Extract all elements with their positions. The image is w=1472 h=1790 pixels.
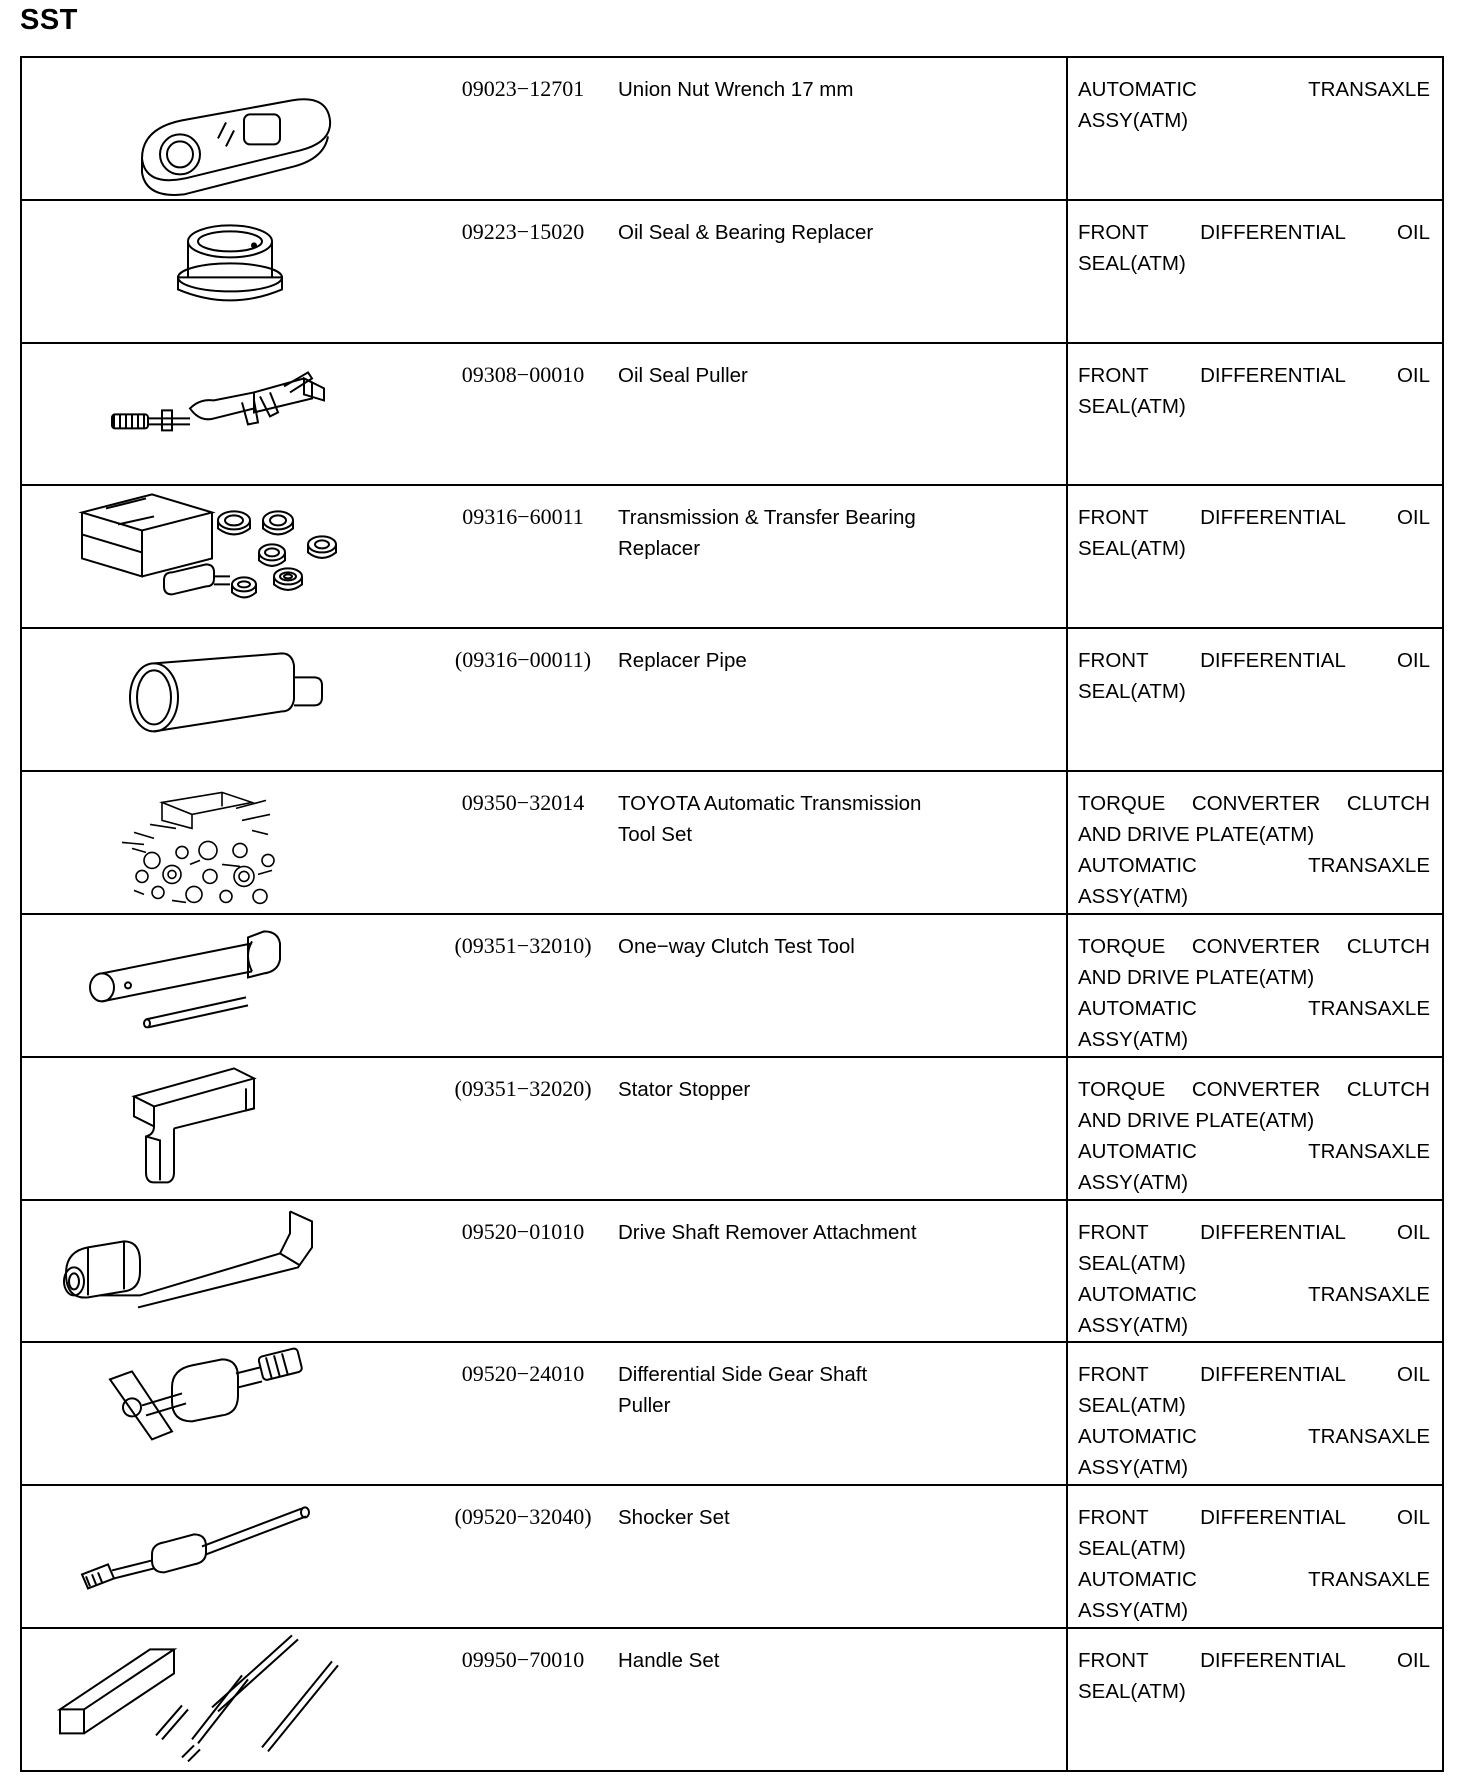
usage-line: AUTOMATIC TRANSAXLE: [1078, 1568, 1430, 1592]
handle-set-illustration: [22, 1629, 438, 1770]
usage-line: TORQUE CONVERTER CLUTCH: [1078, 934, 1430, 958]
part-number: 09223−15020: [461, 218, 585, 244]
usage-line: FRONT DIFFERENTIAL OIL: [1078, 649, 1430, 673]
usage-line: AUTOMATIC TRANSAXLE: [1078, 1139, 1430, 1163]
tool-name-cell: [608, 915, 1066, 1056]
part-number: 09350−32014: [461, 790, 585, 816]
page-title: SST: [20, 4, 78, 36]
tool-name: Differential Side Gear Shaft Puller: [618, 1363, 868, 1418]
sst-row: [22, 344, 1442, 487]
usage-line: SEAL(ATM): [1078, 1394, 1186, 1418]
sst-row: [22, 915, 1442, 1058]
tool-image-cell: [22, 915, 438, 1056]
sst-row: [22, 201, 1442, 344]
usage-description: [1066, 1343, 1442, 1484]
usage-line: SEAL(ATM): [1078, 1537, 1186, 1561]
usage-description: [1066, 772, 1442, 913]
usage-line: SEAL(ATM): [1078, 1680, 1186, 1704]
usage-line: AUTOMATIC TRANSAXLE: [1078, 78, 1430, 101]
usage-line: AUTOMATIC TRANSAXLE: [1078, 996, 1430, 1020]
usage-line: FRONT DIFFERENTIAL OIL: [1078, 506, 1430, 530]
tool-name-cell: [608, 201, 1066, 342]
tool-image-cell: [22, 201, 438, 342]
usage-line: ASSY(ATM): [1078, 885, 1189, 909]
part-number: (09520−32040): [454, 1504, 592, 1530]
usage-description: [1066, 201, 1442, 342]
usage-line: FRONT DIFFERENTIAL OIL: [1078, 220, 1430, 244]
tool-name: Union Nut Wrench 17 mm: [618, 78, 854, 101]
tool-name-cell: [608, 486, 1066, 627]
usage-line: FRONT DIFFERENTIAL OIL: [1078, 1649, 1430, 1673]
usage-line: SEAL(ATM): [1078, 1251, 1186, 1275]
usage-description: [1066, 1486, 1442, 1627]
tool-image-cell: [22, 344, 438, 485]
usage-line: SEAL(ATM): [1078, 537, 1186, 561]
tool-name-cell: [608, 1343, 1066, 1484]
usage-line: FRONT DIFFERENTIAL OIL: [1078, 1506, 1430, 1530]
usage-line: SEAL(ATM): [1078, 680, 1186, 704]
sst-row: [22, 1343, 1442, 1486]
tool-image-cell: [22, 772, 438, 913]
tool-image-cell: [22, 58, 438, 199]
drive-shaft-remover-illustration: [22, 1201, 438, 1342]
usage-line: AUTOMATIC TRANSAXLE: [1078, 1282, 1430, 1306]
clutch-test-tool-illustration: [22, 915, 438, 1056]
usage-description: [1066, 1058, 1442, 1199]
tool-name-cell: [608, 629, 1066, 770]
tool-image-cell: [22, 1058, 438, 1199]
usage-line: AUTOMATIC TRANSAXLE: [1078, 1425, 1430, 1449]
sst-row: [22, 486, 1442, 629]
usage-line: FRONT DIFFERENTIAL OIL: [1078, 1363, 1430, 1387]
usage-line: ASSY(ATM): [1078, 109, 1189, 132]
usage-line: AND DRIVE PLATE(ATM): [1078, 1108, 1315, 1132]
usage-line: SEAL(ATM): [1078, 251, 1186, 275]
tool-name: Oil Seal & Bearing Replacer: [618, 220, 874, 244]
usage-description: [1066, 58, 1442, 199]
shocker-set-illustration: [22, 1486, 438, 1627]
sst-table: [20, 56, 1444, 1772]
tool-name-cell: [608, 1629, 1066, 1770]
sst-row: [22, 58, 1442, 201]
part-number: 09023−12701: [461, 76, 585, 101]
tool-name-cell: [608, 1486, 1066, 1627]
tool-name: One−way Clutch Test Tool: [618, 934, 855, 958]
usage-line: ASSY(ATM): [1078, 1599, 1189, 1623]
usage-line: AUTOMATIC TRANSAXLE: [1078, 854, 1430, 878]
tool-name: Replacer Pipe: [618, 649, 747, 673]
stator-stopper-illustration: [22, 1058, 438, 1199]
usage-description: [1066, 915, 1442, 1056]
oil-seal-puller-illustration: [22, 344, 438, 485]
part-number: 09308−00010: [461, 361, 585, 387]
usage-line: ASSY(ATM): [1078, 1170, 1189, 1194]
tool-image-cell: [22, 1486, 438, 1627]
bearing-replacer-set-illustration: [22, 486, 438, 627]
oil-seal-replacer-illustration: [22, 201, 438, 342]
part-number: (09351−32020): [454, 1075, 592, 1101]
tool-name: Stator Stopper: [618, 1077, 751, 1101]
replacer-pipe-illustration: [22, 629, 438, 770]
tool-name: Shocker Set: [618, 1506, 730, 1530]
usage-line: FRONT DIFFERENTIAL OIL: [1078, 363, 1430, 387]
usage-description: [1066, 629, 1442, 770]
tool-image-cell: [22, 629, 438, 770]
part-number: (09351−32010): [454, 932, 592, 958]
usage-line: ASSY(ATM): [1078, 1456, 1189, 1480]
sst-row: [22, 629, 1442, 772]
usage-line: FRONT DIFFERENTIAL OIL: [1078, 1220, 1430, 1244]
part-number: 09520−24010: [461, 1361, 585, 1387]
tool-image-cell: [22, 1343, 438, 1484]
usage-line: SEAL(ATM): [1078, 394, 1186, 418]
tool-set-illustration: [22, 772, 438, 913]
sst-row: [22, 772, 1442, 915]
tool-name: Drive Shaft Remover Attachment: [618, 1220, 917, 1244]
tool-name-cell: [608, 1201, 1066, 1342]
part-number: 09520−01010: [461, 1218, 585, 1244]
tool-image-cell: [22, 1629, 438, 1770]
usage-line: AND DRIVE PLATE(ATM): [1078, 965, 1315, 989]
side-gear-puller-illustration: [22, 1343, 438, 1484]
union-nut-wrench-illustration: [22, 58, 438, 199]
part-number: (09316−00011): [454, 647, 592, 673]
sst-row: [22, 1058, 1442, 1201]
tool-name: Oil Seal Puller: [618, 363, 748, 387]
tool-name-cell: [608, 58, 1066, 199]
usage-description: [1066, 1201, 1442, 1342]
part-number: 09950−70010: [461, 1647, 585, 1673]
sst-row: [22, 1486, 1442, 1629]
usage-line: AND DRIVE PLATE(ATM): [1078, 823, 1315, 847]
tool-name: Handle Set: [618, 1649, 720, 1673]
usage-line: TORQUE CONVERTER CLUTCH: [1078, 1077, 1430, 1101]
tool-name: TOYOTA Automatic Transmission Tool Set: [618, 792, 922, 847]
tool-image-cell: [22, 1201, 438, 1342]
tool-name-cell: [608, 772, 1066, 913]
sst-row: [22, 1201, 1442, 1344]
part-number: 09316−60011: [462, 504, 584, 530]
usage-line: ASSY(ATM): [1078, 1027, 1189, 1051]
usage-description: [1066, 486, 1442, 627]
tool-image-cell: [22, 486, 438, 627]
usage-line: ASSY(ATM): [1078, 1313, 1189, 1337]
usage-description: [1066, 1629, 1442, 1770]
tool-name-cell: [608, 344, 1066, 485]
tool-name-cell: [608, 1058, 1066, 1199]
usage-line: TORQUE CONVERTER CLUTCH: [1078, 792, 1430, 816]
sst-row: [22, 1629, 1442, 1770]
tool-name: Transmission & Transfer Bearing Replacer: [618, 506, 916, 561]
usage-description: [1066, 344, 1442, 485]
